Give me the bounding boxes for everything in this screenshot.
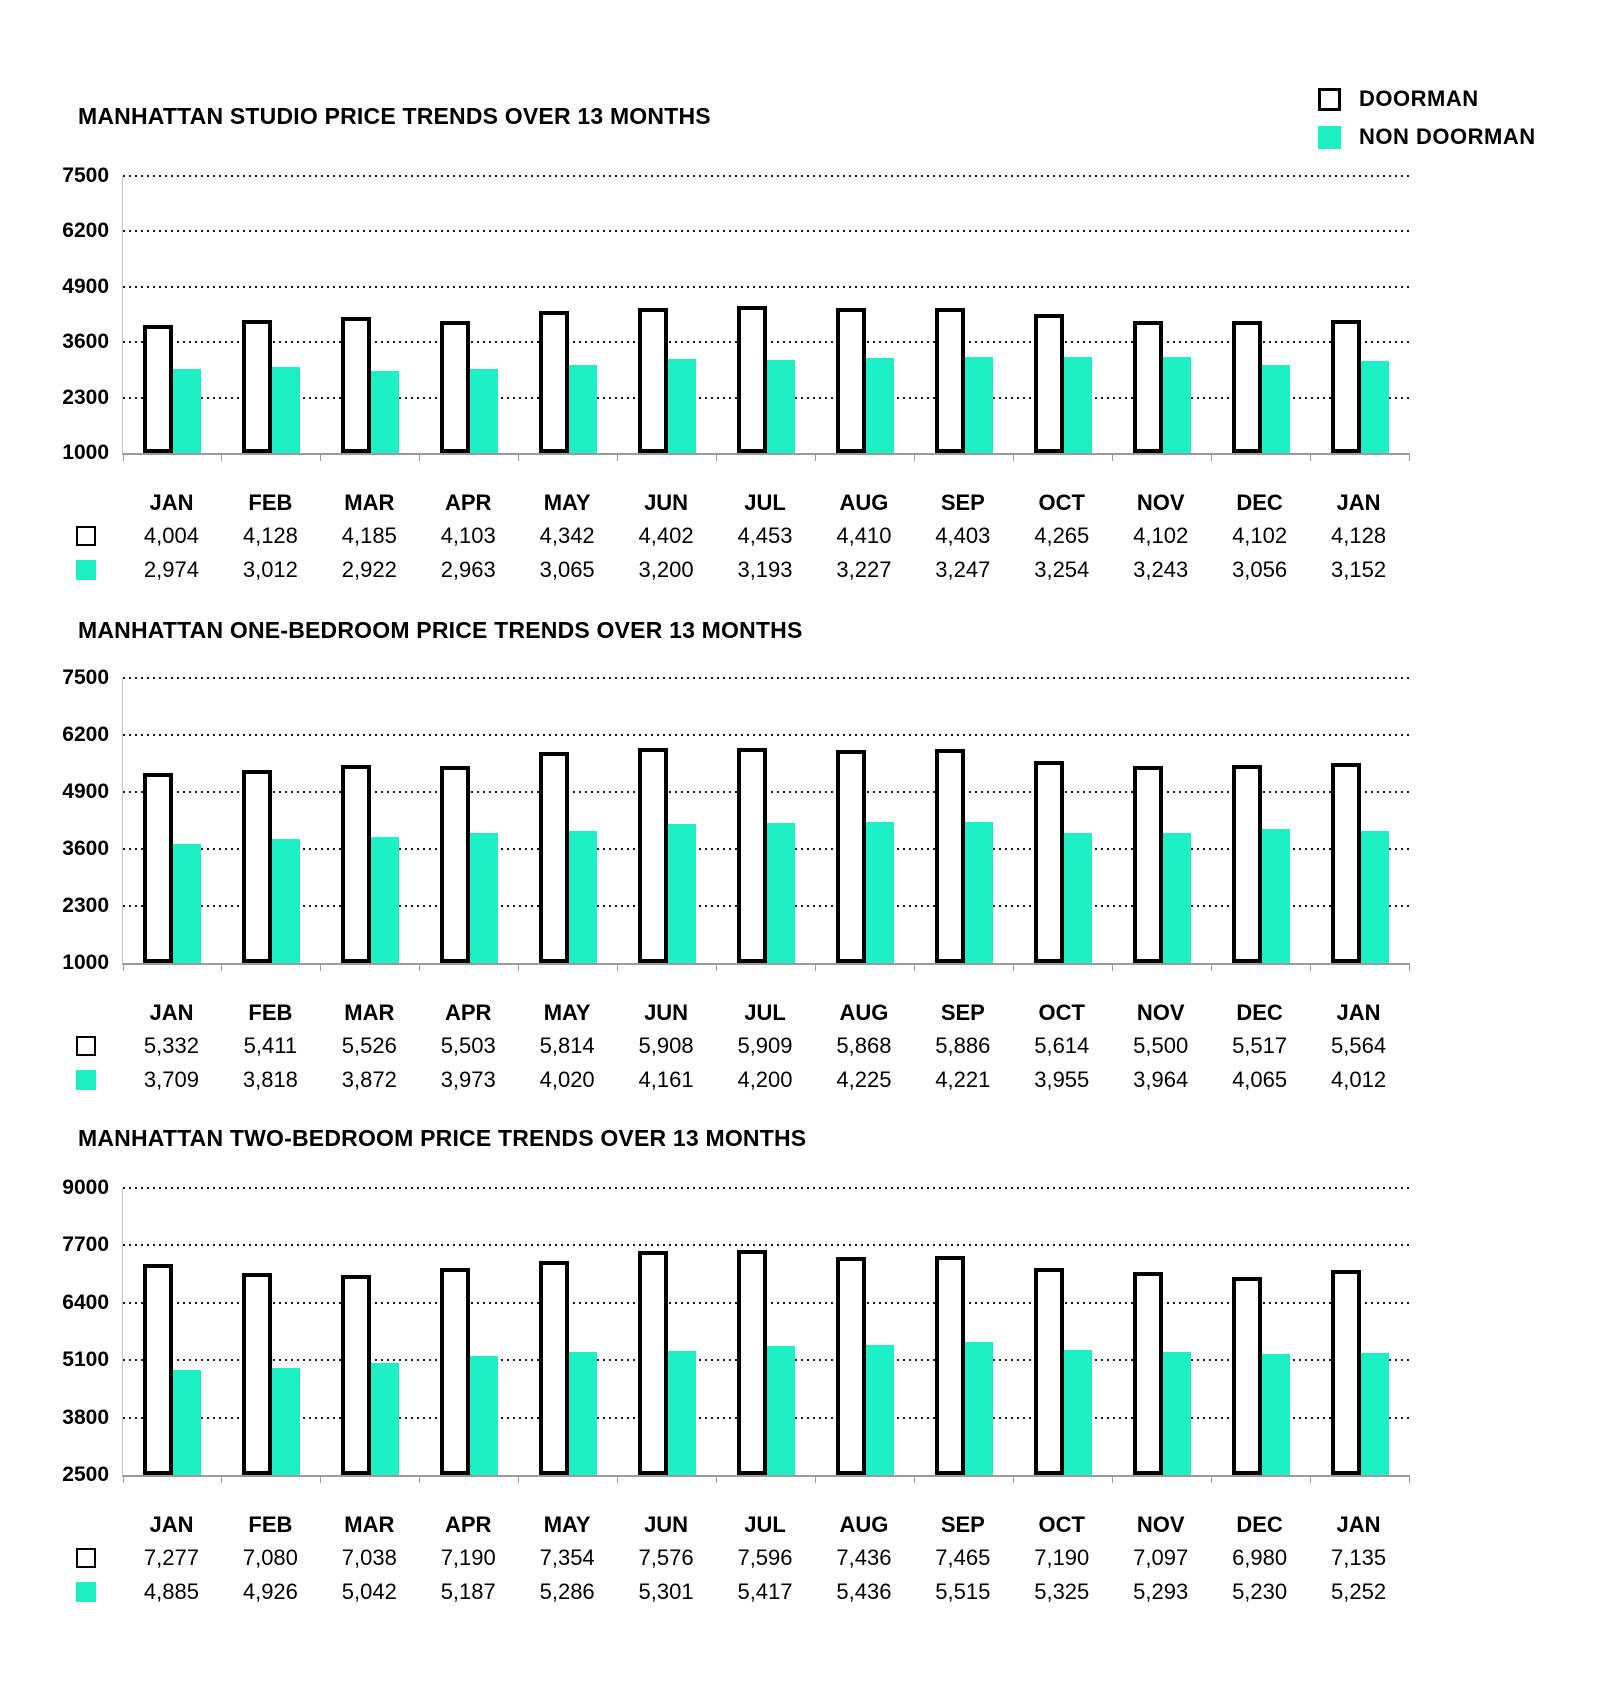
non-doorman-value-row — [122, 1575, 1408, 1609]
doorman-bar — [1232, 1277, 1262, 1475]
doorman-bar — [440, 1268, 470, 1475]
doorman-value: 7,596 — [737, 1545, 793, 1570]
x-tick — [1211, 1475, 1212, 1483]
doorman-value: 4,403 — [935, 523, 991, 548]
non-doorman-value: 5,515 — [935, 1579, 991, 1604]
non-doorman-bar — [272, 839, 300, 963]
doorman-bar — [836, 308, 866, 453]
doorman-bar — [143, 773, 173, 963]
non-doorman-value: 4,885 — [143, 1579, 199, 1604]
doorman-value: 4,265 — [1034, 523, 1090, 548]
y-tick-label: 3800 — [62, 1406, 109, 1429]
x-tick — [617, 963, 618, 971]
non-doorman-value: 5,293 — [1133, 1579, 1189, 1604]
doorman-bar — [638, 748, 668, 963]
doorman-value: 7,436 — [836, 1545, 892, 1570]
doorman-value: 5,868 — [836, 1033, 892, 1058]
x-tick — [1013, 453, 1014, 461]
month-label: AUG — [839, 490, 889, 515]
month-label: MAY — [543, 1000, 591, 1025]
month-label: FEB — [248, 490, 293, 515]
y-tick-label: 9000 — [62, 1176, 109, 1199]
non-doorman-value: 3,012 — [242, 557, 298, 582]
non-doorman-value: 2,963 — [440, 557, 496, 582]
doorman-value: 7,354 — [539, 1545, 595, 1570]
studio-chart-title: MANHATTAN STUDIO PRICE TRENDS OVER 13 MONTHS — [78, 103, 711, 129]
non-doorman-legend-label: NON DOORMAN — [1359, 124, 1536, 149]
non-doorman-value: 5,187 — [440, 1579, 496, 1604]
non-doorman-value: 5,301 — [638, 1579, 694, 1604]
non-doorman-bar — [371, 837, 399, 963]
doorman-value: 5,411 — [243, 1033, 298, 1058]
y-tick-label: 3600 — [62, 330, 109, 353]
non-doorman-bar — [1361, 1353, 1389, 1475]
x-tick — [123, 1475, 124, 1483]
non-doorman-value: 4,020 — [539, 1067, 595, 1092]
non-doorman-key-icon — [76, 1582, 96, 1602]
non-doorman-value: 4,225 — [836, 1067, 892, 1092]
non-doorman-value: 3,872 — [341, 1067, 397, 1092]
month-label-row — [122, 1509, 1408, 1541]
month-label: MAY — [543, 490, 591, 515]
x-tick — [1112, 963, 1113, 971]
non-doorman-value: 4,200 — [737, 1067, 793, 1092]
non-doorman-bar — [965, 822, 993, 963]
x-tick — [716, 1475, 717, 1483]
non-doorman-bar — [767, 823, 795, 963]
x-tick — [320, 453, 321, 461]
x-tick — [1211, 453, 1212, 461]
gridline — [123, 734, 1409, 736]
x-tick — [419, 963, 420, 971]
non-doorman-bar — [866, 1345, 894, 1475]
doorman-bar — [341, 765, 371, 963]
non-doorman-bar — [569, 365, 597, 453]
non-doorman-bar — [1361, 831, 1389, 963]
x-tick — [716, 453, 717, 461]
studio-chart-section — [0, 102, 1600, 587]
x-tick — [1409, 963, 1410, 971]
doorman-value: 5,500 — [1133, 1033, 1189, 1058]
doorman-value: 7,576 — [638, 1545, 694, 1570]
gridline — [123, 230, 1409, 232]
month-label: JAN — [1336, 490, 1381, 515]
x-tick — [815, 1475, 816, 1483]
doorman-bar — [638, 308, 668, 453]
x-tick — [123, 963, 124, 971]
non-doorman-value: 4,065 — [1232, 1067, 1288, 1092]
x-tick — [1409, 1475, 1410, 1483]
one-bedroom-plot-area — [62, 666, 1409, 974]
x-tick — [518, 1475, 519, 1483]
non-doorman-value: 3,065 — [539, 557, 595, 582]
non-doorman-bar — [866, 358, 894, 453]
y-tick-label: 6200 — [62, 219, 109, 242]
non-doorman-bar — [272, 1368, 300, 1475]
doorman-bar — [440, 321, 470, 453]
non-doorman-value: 3,973 — [440, 1067, 496, 1092]
doorman-bar — [341, 1275, 371, 1475]
non-doorman-value: 3,056 — [1232, 557, 1288, 582]
x-tick — [914, 1475, 915, 1483]
non-doorman-value: 4,221 — [935, 1067, 991, 1092]
non-doorman-value: 5,286 — [539, 1579, 595, 1604]
month-label: NOV — [1136, 490, 1185, 515]
x-tick — [1013, 1475, 1014, 1483]
doorman-bar — [1331, 763, 1361, 963]
studio-plot-area — [62, 164, 1409, 464]
doorman-value-row — [122, 519, 1408, 553]
doorman-bar — [1034, 314, 1064, 453]
non-doorman-bar — [569, 1352, 597, 1475]
gridline — [123, 286, 1409, 288]
x-tick — [914, 453, 915, 461]
month-label: JUN — [644, 490, 689, 515]
y-tick-label: 7500 — [62, 164, 109, 187]
month-label: JUL — [744, 1512, 786, 1537]
x-tick — [1112, 453, 1113, 461]
x-tick — [221, 963, 222, 971]
two-bedroom-chart-section — [0, 1124, 1600, 1609]
two-bedroom-plot-area — [62, 1176, 1409, 1486]
non-doorman-bar — [668, 824, 696, 963]
doorman-bar — [836, 1257, 866, 1475]
doorman-bar — [935, 1256, 965, 1475]
doorman-value: 5,814 — [539, 1033, 595, 1058]
doorman-value: 4,410 — [836, 523, 892, 548]
non-doorman-bar — [470, 833, 498, 963]
non-doorman-value: 3,247 — [935, 557, 991, 582]
doorman-bar — [539, 1261, 569, 1475]
month-label: JAN — [149, 490, 194, 515]
non-doorman-key-icon — [76, 560, 96, 580]
non-doorman-value: 4,161 — [638, 1067, 694, 1092]
non-doorman-value: 5,436 — [836, 1579, 892, 1604]
doorman-value: 4,128 — [1331, 523, 1387, 548]
x-tick — [518, 453, 519, 461]
gridline — [123, 677, 1409, 679]
y-tick-label: 2300 — [62, 894, 109, 917]
doorman-bar — [1034, 1268, 1064, 1475]
non-doorman-bar — [173, 1370, 201, 1475]
doorman-value: 5,614 — [1034, 1033, 1090, 1058]
month-label: JUN — [644, 1000, 689, 1025]
non-doorman-value: 3,709 — [143, 1067, 199, 1092]
y-tick-label: 4900 — [62, 780, 109, 803]
non-doorman-value: 3,964 — [1133, 1067, 1189, 1092]
doorman-bar — [242, 320, 272, 453]
non-doorman-value: 4,012 — [1331, 1067, 1387, 1092]
doorman-value: 7,190 — [440, 1545, 496, 1570]
non-doorman-value: 3,152 — [1331, 557, 1387, 582]
non-doorman-value: 3,227 — [836, 557, 892, 582]
month-label: JAN — [149, 1512, 194, 1537]
x-tick — [1409, 453, 1410, 461]
month-label: SEP — [940, 1512, 985, 1537]
non-doorman-bar — [965, 1342, 993, 1475]
doorman-bar — [737, 1250, 767, 1475]
doorman-value: 7,277 — [143, 1545, 199, 1570]
non-doorman-value: 3,243 — [1133, 557, 1189, 582]
doorman-value-row — [122, 1541, 1408, 1575]
x-tick — [1211, 963, 1212, 971]
one-bedroom-data-table — [122, 997, 1408, 1097]
non-doorman-bar — [668, 359, 696, 453]
doorman-value: 5,909 — [737, 1033, 793, 1058]
month-label: OCT — [1038, 1000, 1085, 1025]
x-tick — [1310, 963, 1311, 971]
non-doorman-value: 5,252 — [1331, 1579, 1387, 1604]
month-label: SEP — [940, 490, 985, 515]
non-doorman-bar — [1064, 833, 1092, 963]
one-bedroom-chart-title: MANHATTAN ONE-BEDROOM PRICE TRENDS OVER 13 MONTHS — [78, 617, 803, 643]
two-bedroom-data-table — [122, 1509, 1408, 1609]
month-label: OCT — [1038, 1512, 1085, 1537]
x-tick — [1310, 453, 1311, 461]
doorman-bar — [1133, 1272, 1163, 1475]
doorman-value: 5,517 — [1232, 1033, 1288, 1058]
month-label: APR — [445, 1512, 492, 1537]
doorman-bar — [242, 770, 272, 963]
x-tick — [1310, 1475, 1311, 1483]
month-label: APR — [445, 490, 492, 515]
month-label: OCT — [1038, 490, 1085, 515]
doorman-bar — [242, 1273, 272, 1475]
non-doorman-bar — [1262, 365, 1290, 453]
y-tick-label: 6400 — [62, 1291, 109, 1314]
non-doorman-value-row — [122, 553, 1408, 587]
month-label: DEC — [1236, 1000, 1283, 1025]
doorman-value: 5,503 — [440, 1033, 496, 1058]
non-doorman-value: 3,955 — [1034, 1067, 1090, 1092]
x-tick — [221, 453, 222, 461]
non-doorman-bar — [1262, 829, 1290, 963]
x-tick — [617, 453, 618, 461]
x-tick — [617, 1475, 618, 1483]
non-doorman-key-icon — [76, 1070, 96, 1090]
non-doorman-bar — [1262, 1354, 1290, 1475]
non-doorman-bar — [1361, 361, 1389, 453]
doorman-bar — [935, 749, 965, 963]
doorman-value: 5,526 — [341, 1033, 397, 1058]
x-tick — [1013, 963, 1014, 971]
doorman-bar — [1034, 761, 1064, 963]
non-doorman-bar — [272, 367, 300, 453]
non-doorman-value: 5,042 — [341, 1579, 397, 1604]
month-label: JAN — [1336, 1000, 1381, 1025]
non-doorman-bar — [1163, 833, 1191, 963]
non-doorman-bar — [371, 371, 399, 453]
doorman-bar — [539, 752, 569, 963]
doorman-value: 5,886 — [935, 1033, 991, 1058]
x-tick — [815, 453, 816, 461]
doorman-key-icon — [76, 526, 96, 546]
doorman-value: 7,465 — [935, 1545, 991, 1570]
doorman-bar — [440, 766, 470, 963]
non-doorman-bar — [1163, 1352, 1191, 1475]
non-doorman-bar — [866, 822, 894, 963]
non-doorman-bar — [470, 369, 498, 453]
doorman-bar — [1232, 321, 1262, 453]
month-label: AUG — [839, 1000, 889, 1025]
non-doorman-value-row — [122, 1063, 1408, 1097]
doorman-bar — [638, 1251, 668, 1475]
non-doorman-bar — [569, 831, 597, 963]
month-label: JAN — [149, 1000, 194, 1025]
x-tick — [123, 453, 124, 461]
doorman-value: 7,038 — [341, 1545, 397, 1570]
month-label: FEB — [248, 1000, 293, 1025]
non-doorman-bar — [1163, 357, 1191, 453]
month-label-row — [122, 997, 1408, 1029]
doorman-value: 4,128 — [242, 523, 298, 548]
y-tick-label: 4900 — [62, 275, 109, 298]
x-tick — [320, 963, 321, 971]
month-label: JUN — [644, 1512, 689, 1537]
x-tick — [419, 1475, 420, 1483]
y-tick-label: 7500 — [62, 666, 109, 689]
doorman-value: 4,185 — [341, 523, 397, 548]
y-tick-label: 2300 — [62, 386, 109, 409]
doorman-value: 7,080 — [242, 1545, 298, 1570]
non-doorman-value: 5,230 — [1232, 1579, 1288, 1604]
non-doorman-value: 3,818 — [242, 1067, 298, 1092]
gridline — [123, 1244, 1409, 1246]
doorman-value: 5,564 — [1331, 1033, 1387, 1058]
non-doorman-value: 5,417 — [737, 1579, 793, 1604]
non-doorman-bar — [470, 1356, 498, 1475]
non-doorman-value: 2,974 — [143, 557, 199, 582]
non-doorman-value: 3,193 — [737, 557, 793, 582]
doorman-value: 5,908 — [638, 1033, 694, 1058]
y-tick-label: 7700 — [62, 1233, 109, 1256]
x-tick — [518, 963, 519, 971]
doorman-value: 4,004 — [143, 523, 199, 548]
x-tick — [320, 1475, 321, 1483]
month-label: APR — [445, 1000, 492, 1025]
month-label: MAR — [344, 1512, 395, 1537]
non-doorman-bar — [173, 369, 201, 453]
month-label: NOV — [1136, 1000, 1185, 1025]
x-tick — [815, 963, 816, 971]
non-doorman-bar — [767, 360, 795, 453]
non-doorman-bar — [965, 357, 993, 453]
studio-data-table — [122, 487, 1408, 587]
doorman-bar — [143, 325, 173, 453]
doorman-value: 4,102 — [1232, 523, 1288, 548]
doorman-bar — [1232, 765, 1262, 963]
two-bedroom-chart-title: MANHATTAN TWO-BEDROOM PRICE TRENDS OVER 13 MONTHS — [78, 1125, 807, 1151]
y-tick-label: 1000 — [62, 951, 109, 974]
x-tick — [419, 453, 420, 461]
doorman-value: 5,332 — [143, 1033, 199, 1058]
non-doorman-value: 5,325 — [1034, 1579, 1090, 1604]
doorman-value: 7,097 — [1133, 1545, 1189, 1570]
doorman-key-icon — [76, 1036, 96, 1056]
month-label: JUL — [744, 1000, 786, 1025]
doorman-bar — [539, 311, 569, 453]
non-doorman-value: 2,922 — [341, 557, 397, 582]
doorman-value: 7,135 — [1331, 1545, 1387, 1570]
non-doorman-bar — [173, 844, 201, 963]
gridline — [123, 175, 1409, 177]
non-doorman-bar — [767, 1346, 795, 1475]
month-label: FEB — [248, 1512, 293, 1537]
doorman-value: 4,342 — [539, 523, 595, 548]
x-tick — [1112, 1475, 1113, 1483]
doorman-bar — [341, 317, 371, 453]
month-label: MAR — [344, 490, 395, 515]
doorman-value: 4,102 — [1133, 523, 1189, 548]
month-label: SEP — [940, 1000, 985, 1025]
doorman-bar — [935, 308, 965, 453]
month-label: AUG — [839, 1512, 889, 1537]
x-tick — [716, 963, 717, 971]
non-doorman-bar — [371, 1363, 399, 1475]
non-doorman-value: 3,254 — [1034, 557, 1090, 582]
x-tick — [221, 1475, 222, 1483]
y-tick-label: 6200 — [62, 723, 109, 746]
non-doorman-bar — [1064, 1350, 1092, 1475]
y-tick-label: 3600 — [62, 837, 109, 860]
doorman-value-row — [122, 1029, 1408, 1063]
doorman-key-icon — [76, 1548, 96, 1568]
month-label: DEC — [1236, 490, 1283, 515]
month-label: MAR — [344, 1000, 395, 1025]
month-label: NOV — [1136, 1512, 1185, 1537]
doorman-bar — [836, 750, 866, 963]
doorman-value: 6,980 — [1232, 1545, 1288, 1570]
doorman-bar — [737, 306, 767, 453]
month-label: DEC — [1236, 1512, 1283, 1537]
doorman-legend-label: DOORMAN — [1359, 86, 1479, 111]
doorman-bar — [737, 748, 767, 963]
one-bedroom-chart-section — [0, 616, 1600, 1097]
doorman-bar — [143, 1264, 173, 1475]
doorman-value: 4,103 — [440, 523, 496, 548]
y-tick-label: 2500 — [62, 1463, 109, 1486]
gridline — [123, 1187, 1409, 1189]
doorman-bar — [1331, 1270, 1361, 1475]
doorman-bar — [1133, 766, 1163, 963]
month-label: JUL — [744, 490, 786, 515]
doorman-bar — [1331, 320, 1361, 453]
y-tick-label: 5100 — [62, 1348, 109, 1371]
y-tick-label: 1000 — [62, 441, 109, 464]
non-doorman-bar — [668, 1351, 696, 1475]
x-tick — [914, 963, 915, 971]
month-label-row — [122, 487, 1408, 519]
doorman-value: 4,453 — [737, 523, 793, 548]
month-label: MAY — [543, 1512, 591, 1537]
doorman-value: 7,190 — [1034, 1545, 1090, 1570]
non-doorman-value: 4,926 — [242, 1579, 298, 1604]
non-doorman-value: 3,200 — [638, 557, 694, 582]
doorman-value: 4,402 — [638, 523, 694, 548]
non-doorman-bar — [1064, 357, 1092, 453]
doorman-bar — [1133, 321, 1163, 453]
month-label: JAN — [1336, 1512, 1381, 1537]
